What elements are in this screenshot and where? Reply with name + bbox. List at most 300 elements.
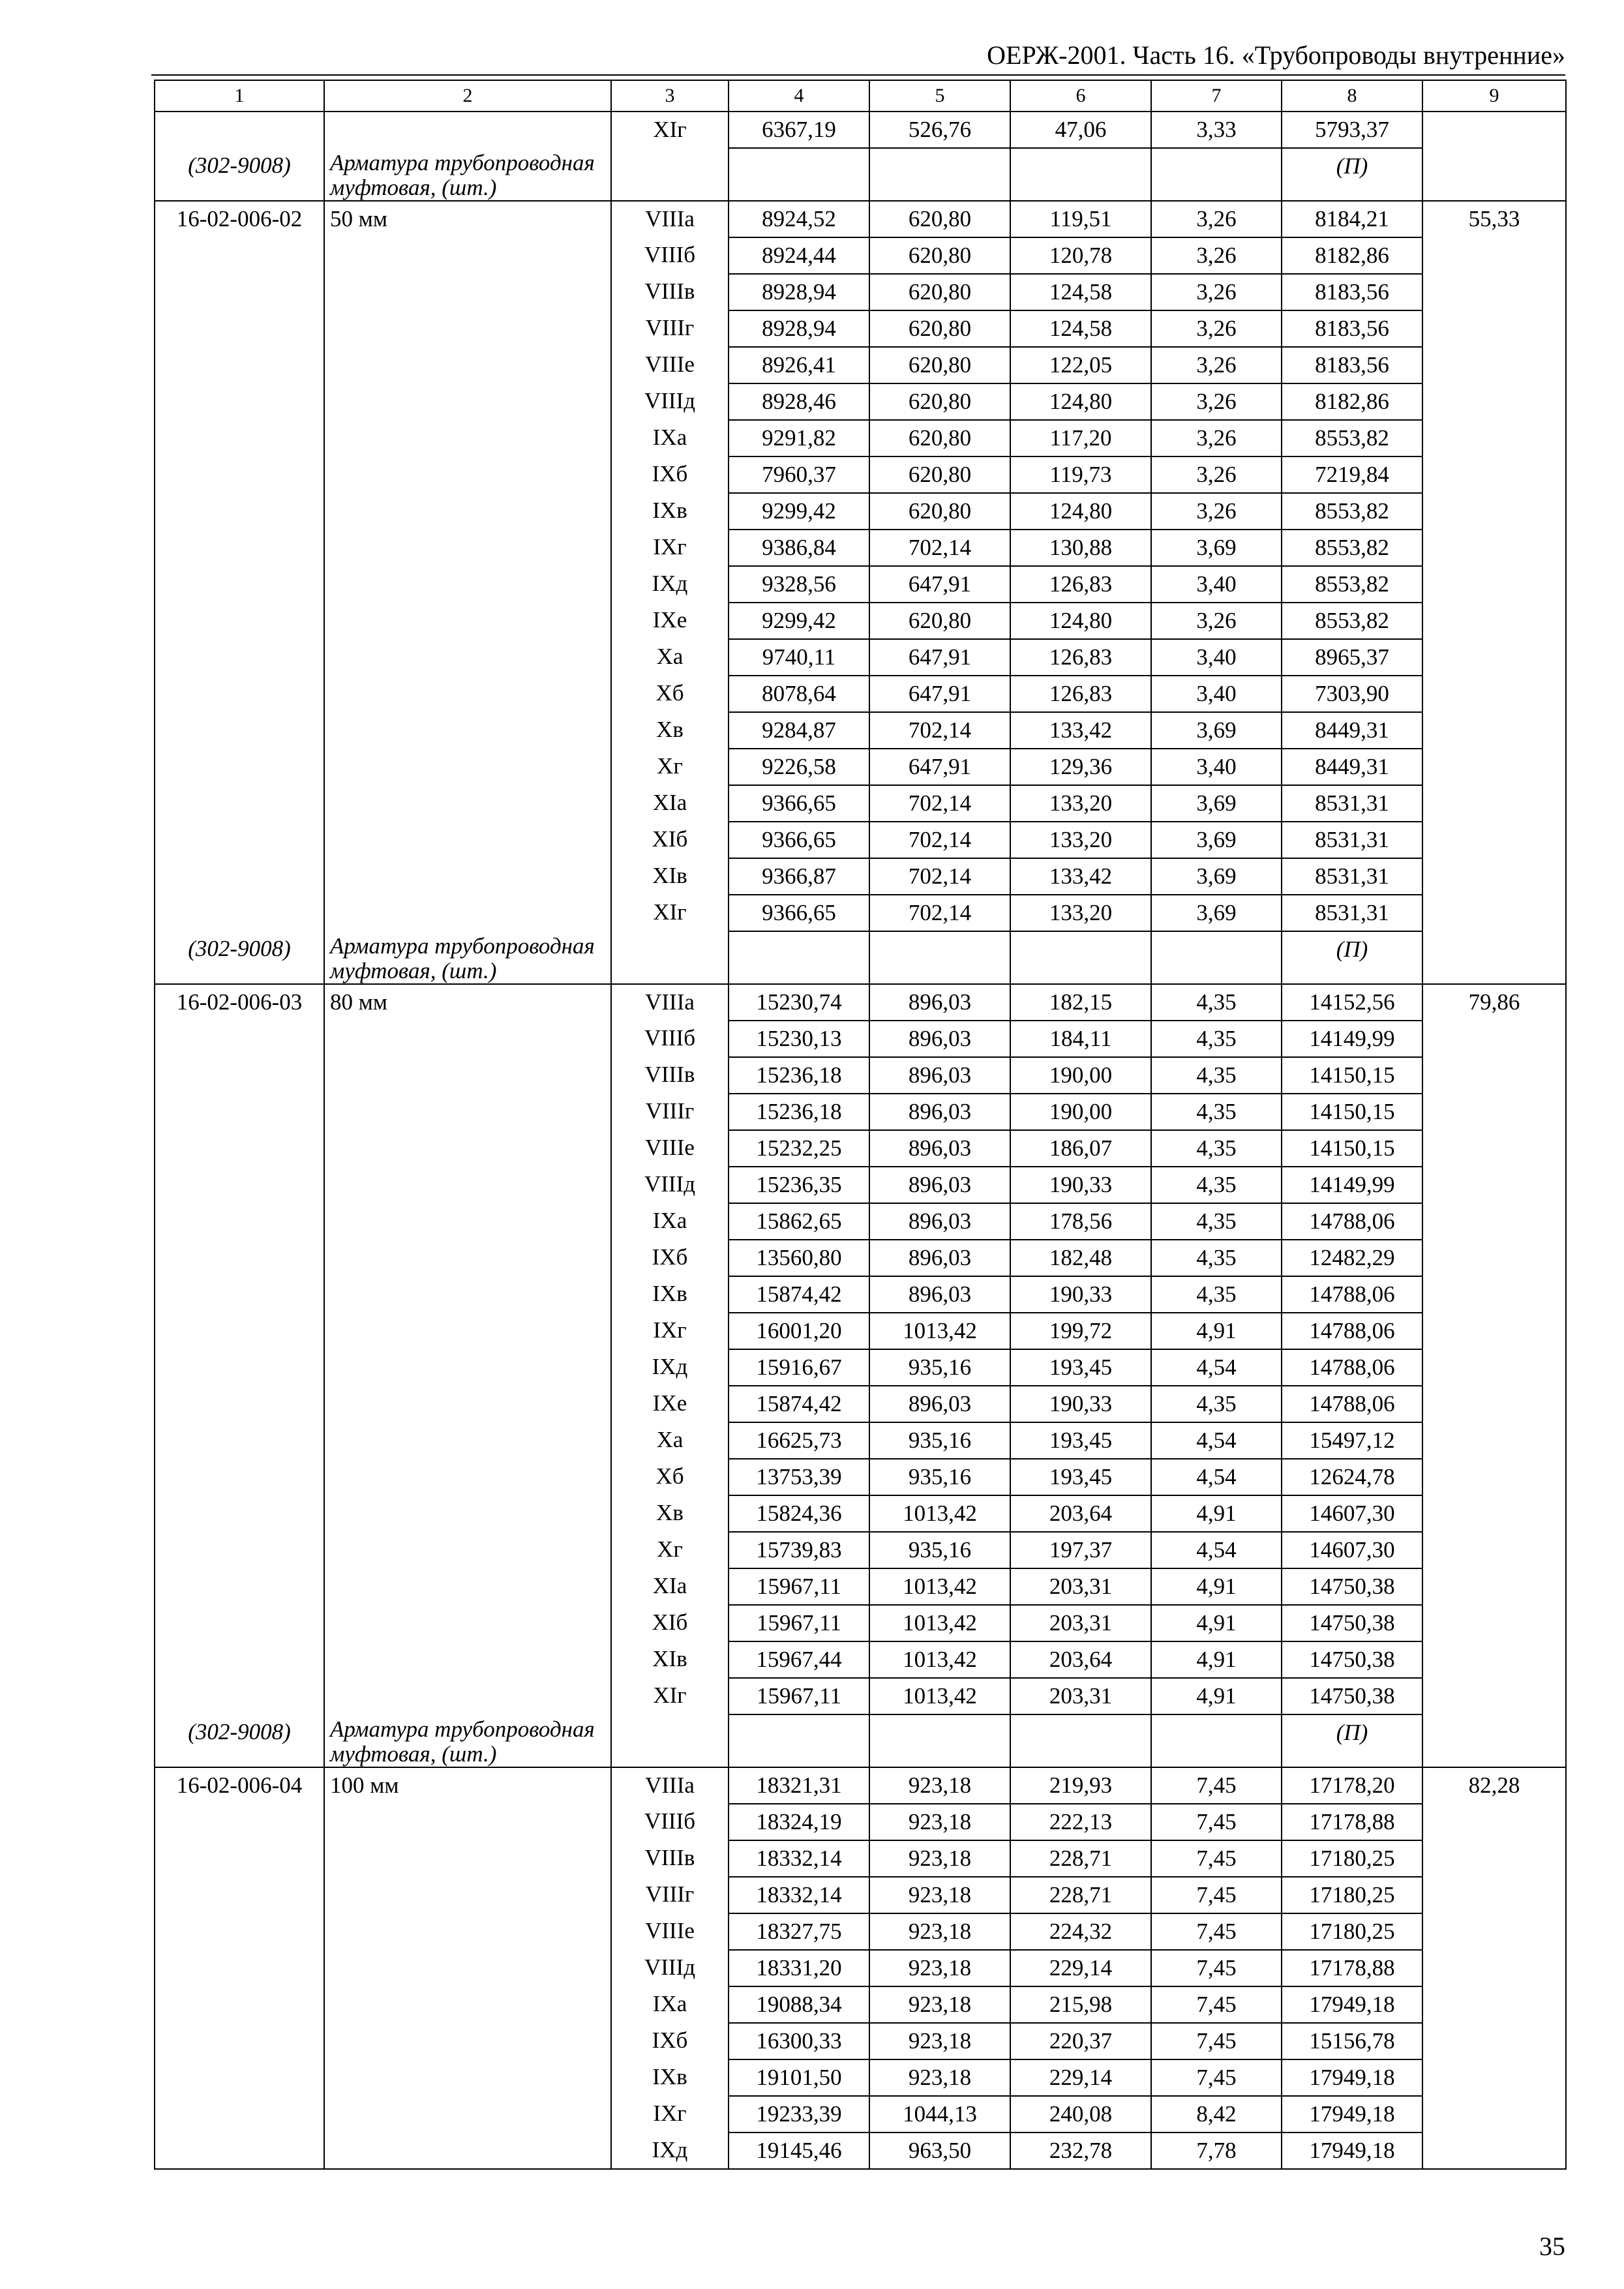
table-row: [155, 1130, 1566, 1167]
empty-cell: [729, 931, 869, 984]
value-cell-5: 620,80: [869, 383, 1010, 420]
zone-cell: VIIIг: [611, 1877, 729, 1913]
value-cell-4: 16300,33: [729, 2023, 869, 2059]
rate-code-cell: [155, 1532, 324, 1568]
value-cell-5: 620,80: [869, 237, 1010, 274]
rate-code-cell: [155, 2132, 324, 2169]
work-name-cell: [324, 639, 611, 676]
value-cell-5: 702,14: [869, 530, 1010, 566]
table-row: [155, 1276, 1566, 1313]
work-name-cell: [324, 822, 611, 858]
value-cell-8: 17949,18: [1282, 2096, 1422, 2132]
resource-mark: (П): [1336, 153, 1368, 179]
value-cell-7: 7,45: [1151, 1913, 1282, 1950]
table-row: [155, 1568, 1566, 1605]
value-cell-5: 896,03: [869, 1386, 1010, 1422]
value-cell-9: [1422, 530, 1566, 566]
value-cell-7: 3,26: [1151, 310, 1282, 347]
value-cell-8: 17180,25: [1282, 1840, 1422, 1877]
value-cell-6: 219,93: [1010, 1767, 1151, 1804]
value-cell-7: 3,40: [1151, 749, 1282, 785]
table-row: [155, 712, 1566, 749]
value-cell-9: [1422, 237, 1566, 274]
column-number: 8: [1282, 80, 1422, 112]
resource-name-cell: [324, 1714, 611, 1767]
value-cell-9: [1422, 2132, 1566, 2169]
empty-cell: [1422, 1714, 1566, 1767]
resource-mark-cell: [1282, 1714, 1422, 1767]
value-cell-7: 4,35: [1151, 1130, 1282, 1167]
rate-code-cell: [155, 274, 324, 310]
value-cell-7: 3,40: [1151, 639, 1282, 676]
value-cell-5: 702,14: [869, 785, 1010, 822]
zone-cell: IXг: [611, 2096, 729, 2132]
column-number: 1: [155, 80, 324, 112]
value-cell-6: 126,83: [1010, 566, 1151, 603]
work-name-cell: [324, 347, 611, 383]
value-cell-5: 923,18: [869, 2059, 1010, 2096]
value-cell-8: 14150,15: [1282, 1094, 1422, 1130]
value-cell-8: 8553,82: [1282, 566, 1422, 603]
work-name-cell: [324, 456, 611, 493]
value-cell-5: 896,03: [869, 1167, 1010, 1203]
table-row: [155, 1605, 1566, 1641]
zone-cell: IXг: [611, 530, 729, 566]
value-cell-5: 647,91: [869, 566, 1010, 603]
value-cell-7: 8,42: [1151, 2096, 1282, 2132]
value-cell-7: 7,45: [1151, 1986, 1282, 2023]
value-cell-7: 4,35: [1151, 1094, 1282, 1130]
value-cell-4: 7960,37: [729, 456, 869, 493]
work-name-cell: [324, 2023, 611, 2059]
resource-name-cell: [324, 931, 611, 984]
value-cell-5: 935,16: [869, 1422, 1010, 1459]
value-cell-4: 16625,73: [729, 1422, 869, 1459]
rate-code-cell: [155, 1203, 324, 1240]
value-cell-5: 620,80: [869, 347, 1010, 383]
value-cell-8: 8183,56: [1282, 347, 1422, 383]
table-row: [155, 1840, 1566, 1877]
value-cell-4: 13753,39: [729, 1459, 869, 1495]
value-cell-9: [1422, 1167, 1566, 1203]
work-name-cell: [324, 1641, 611, 1678]
value-cell-9: [1422, 1877, 1566, 1913]
zone-cell: IXв: [611, 493, 729, 530]
value-cell-7: 4,91: [1151, 1605, 1282, 1641]
value-cell-8: 14149,99: [1282, 1167, 1422, 1203]
work-name-cell: [324, 1167, 611, 1203]
work-name-cell: [324, 1276, 611, 1313]
table-row: [155, 1313, 1566, 1349]
value-cell-8: 14750,38: [1282, 1678, 1422, 1714]
value-cell-9: [1422, 1021, 1566, 1057]
value-cell-9: [1422, 1605, 1566, 1641]
resource-name-cell: [324, 148, 611, 201]
value-cell-7: 4,54: [1151, 1459, 1282, 1495]
resource-code: (302-9008): [188, 153, 291, 178]
zone-cell: IXа: [611, 1986, 729, 2023]
value-cell-7: 3,40: [1151, 676, 1282, 712]
work-name-cell: [324, 1568, 611, 1605]
zone-cell: XIв: [611, 858, 729, 895]
work-name-cell: [324, 1203, 611, 1240]
value-cell-4: 8928,94: [729, 310, 869, 347]
rate-code-cell: [155, 493, 324, 530]
value-cell-8: 8531,31: [1282, 858, 1422, 895]
resource-name: Арматура трубопроводная муфтовая, (шт.): [330, 933, 595, 983]
table-row: [155, 895, 1566, 931]
value-cell-9: [1422, 1913, 1566, 1950]
value-cell-7: 3,26: [1151, 383, 1282, 420]
value-cell-8: 17178,88: [1282, 1804, 1422, 1840]
value-cell-8: 8449,31: [1282, 749, 1422, 785]
rate-code-cell: 16-02-006-03: [155, 984, 324, 1021]
value-cell-5: 923,18: [869, 1950, 1010, 1986]
value-cell-6: 190,00: [1010, 1057, 1151, 1094]
value-cell-4: 9291,82: [729, 420, 869, 456]
value-cell-6: 203,64: [1010, 1495, 1151, 1532]
value-cell-4: 15874,42: [729, 1276, 869, 1313]
value-cell-7: 4,54: [1151, 1422, 1282, 1459]
rate-code-cell: [155, 1986, 324, 2023]
table-row: [155, 1422, 1566, 1459]
value-cell-7: 7,45: [1151, 2059, 1282, 2096]
rate-code-cell: [155, 1313, 324, 1349]
page-number: 35: [1539, 2232, 1565, 2261]
work-name-cell: [324, 1986, 611, 2023]
value-cell-4: 15874,42: [729, 1386, 869, 1422]
table-row: [155, 1986, 1566, 2023]
value-cell-6: 190,33: [1010, 1386, 1151, 1422]
value-cell-8: 14750,38: [1282, 1641, 1422, 1678]
rate-code-cell: [155, 822, 324, 858]
table-row: [155, 1767, 1566, 1804]
rate-code-cell: [155, 1641, 324, 1678]
work-name-cell: [324, 676, 611, 712]
value-cell-4: 18321,31: [729, 1767, 869, 1804]
work-name-cell: [324, 2096, 611, 2132]
value-cell-4: 15236,18: [729, 1057, 869, 1094]
value-cell-4: 8928,94: [729, 274, 869, 310]
value-cell-9: [1422, 712, 1566, 749]
value-cell-4: 15862,65: [729, 1203, 869, 1240]
value-cell-8: 17178,88: [1282, 1950, 1422, 1986]
work-name-cell: [324, 310, 611, 347]
work-name-cell: [324, 712, 611, 749]
value-cell-5: 702,14: [869, 822, 1010, 858]
value-cell-9: [1422, 1459, 1566, 1495]
work-name-cell: [324, 1313, 611, 1349]
resource-mark-cell: [1282, 931, 1422, 984]
value-cell-7: 4,91: [1151, 1641, 1282, 1678]
rate-code-cell: [155, 347, 324, 383]
table-row: [155, 1532, 1566, 1568]
value-cell-9: [1422, 456, 1566, 493]
value-cell-4: 18327,75: [729, 1913, 869, 1950]
rate-code-cell: [155, 749, 324, 785]
value-cell-7: 3,26: [1151, 237, 1282, 274]
value-cell-9: [1422, 1057, 1566, 1094]
value-cell-6: 199,72: [1010, 1313, 1151, 1349]
work-name-cell: [324, 2132, 611, 2169]
value-cell-6: 47,06: [1010, 112, 1151, 148]
value-cell-5: 1013,42: [869, 1605, 1010, 1641]
table-row: [155, 2132, 1566, 2169]
value-cell-9: [1422, 639, 1566, 676]
value-cell-5: 923,18: [869, 1804, 1010, 1840]
value-cell-9: 82,28: [1422, 1767, 1566, 1804]
value-cell-5: 620,80: [869, 201, 1010, 237]
value-cell-4: 15236,35: [729, 1167, 869, 1203]
value-cell-7: 7,45: [1151, 1877, 1282, 1913]
value-cell-8: 8553,82: [1282, 530, 1422, 566]
zone-cell: VIIIв: [611, 1057, 729, 1094]
rates-table: [154, 80, 1567, 2170]
rate-code-cell: [155, 1240, 324, 1276]
value-cell-7: 4,54: [1151, 1532, 1282, 1568]
zone-cell: VIIIе: [611, 1913, 729, 1950]
empty-cell: [1422, 931, 1566, 984]
value-cell-8: 14607,30: [1282, 1532, 1422, 1568]
value-cell-4: 15230,13: [729, 1021, 869, 1057]
work-name-cell: [324, 1349, 611, 1386]
value-cell-9: [1422, 1313, 1566, 1349]
value-cell-5: 620,80: [869, 420, 1010, 456]
table-row: [155, 2096, 1566, 2132]
work-name-cell: [324, 785, 611, 822]
work-name-cell: 80 мм: [324, 984, 611, 1021]
value-cell-4: 15967,11: [729, 1605, 869, 1641]
empty-cell: [869, 1714, 1010, 1767]
work-name-cell: 50 мм: [324, 201, 611, 237]
value-cell-9: [1422, 310, 1566, 347]
rate-code-cell: [155, 895, 324, 931]
table-row: [155, 1804, 1566, 1840]
zone-cell: VIIIв: [611, 1840, 729, 1877]
value-cell-9: 55,33: [1422, 201, 1566, 237]
empty-cell: [729, 1714, 869, 1767]
value-cell-6: 224,32: [1010, 1913, 1151, 1950]
table-row: [155, 493, 1566, 530]
rate-code-cell: [155, 1276, 324, 1313]
value-cell-6: 220,37: [1010, 2023, 1151, 2059]
value-cell-9: [1422, 1094, 1566, 1130]
work-name-cell: [324, 895, 611, 931]
work-name-cell: 100 мм: [324, 1767, 611, 1804]
table-row: [155, 749, 1566, 785]
column-number: 3: [611, 80, 729, 112]
value-cell-6: 124,58: [1010, 274, 1151, 310]
value-cell-6: 178,56: [1010, 1203, 1151, 1240]
work-name-cell: [324, 1021, 611, 1057]
resource-code: (302-9008): [188, 936, 291, 961]
value-cell-7: 3,26: [1151, 347, 1282, 383]
table-row: [155, 1459, 1566, 1495]
value-cell-5: 896,03: [869, 1240, 1010, 1276]
value-cell-4: 9328,56: [729, 566, 869, 603]
table-row: [155, 566, 1566, 603]
resource-code: (302-9008): [188, 1719, 291, 1744]
value-cell-4: 6367,19: [729, 112, 869, 148]
value-cell-6: 119,51: [1010, 201, 1151, 237]
rate-code-cell: [155, 1094, 324, 1130]
value-cell-4: 8928,46: [729, 383, 869, 420]
resource-name: Арматура трубопроводная муфтовая, (шт.): [330, 150, 595, 200]
rate-code-cell: [155, 1678, 324, 1714]
value-cell-7: 4,91: [1151, 1495, 1282, 1532]
rate-code-cell: [155, 420, 324, 456]
value-cell-6: 215,98: [1010, 1986, 1151, 2023]
table-row: [155, 530, 1566, 566]
work-name-cell: [324, 603, 611, 639]
value-cell-7: 4,91: [1151, 1313, 1282, 1349]
value-cell-9: [1422, 347, 1566, 383]
value-cell-7: 7,45: [1151, 1767, 1282, 1804]
value-cell-8: 8449,31: [1282, 712, 1422, 749]
rate-code-cell: [155, 1605, 324, 1641]
rate-code-cell: [155, 1021, 324, 1057]
value-cell-5: 896,03: [869, 1130, 1010, 1167]
value-cell-6: 240,08: [1010, 2096, 1151, 2132]
value-cell-6: 193,45: [1010, 1459, 1151, 1495]
empty-cell: [1151, 1714, 1282, 1767]
value-cell-9: [1422, 420, 1566, 456]
value-cell-8: 7219,84: [1282, 456, 1422, 493]
value-cell-5: 923,18: [869, 1767, 1010, 1804]
table-row: [155, 1240, 1566, 1276]
value-cell-9: [1422, 1276, 1566, 1313]
value-cell-4: 15230,74: [729, 984, 869, 1021]
value-cell-6: 124,80: [1010, 493, 1151, 530]
zone-cell: VIIIд: [611, 1167, 729, 1203]
rate-code-cell: [155, 1568, 324, 1605]
table-row: [155, 1021, 1566, 1057]
work-name-cell: [324, 1950, 611, 1986]
zone-cell: Xб: [611, 1459, 729, 1495]
work-name-cell: [324, 1913, 611, 1950]
zone-cell: VIIIе: [611, 347, 729, 383]
table-row: [155, 201, 1566, 237]
value-cell-9: [1422, 566, 1566, 603]
value-cell-6: 124,80: [1010, 383, 1151, 420]
value-cell-9: [1422, 383, 1566, 420]
empty-cell: [869, 931, 1010, 984]
work-name-cell: [324, 858, 611, 895]
value-cell-8: 8183,56: [1282, 274, 1422, 310]
value-cell-5: 1013,42: [869, 1495, 1010, 1532]
table-row: [155, 420, 1566, 456]
zone-cell: IXа: [611, 420, 729, 456]
value-cell-8: 14788,06: [1282, 1313, 1422, 1349]
table-body: [155, 80, 1566, 2169]
value-cell-4: 18331,20: [729, 1950, 869, 1986]
value-cell-8: 14152,56: [1282, 984, 1422, 1021]
value-cell-7: 4,35: [1151, 984, 1282, 1021]
value-cell-4: 8924,52: [729, 201, 869, 237]
rate-code-cell: [155, 1840, 324, 1877]
value-cell-7: 3,26: [1151, 420, 1282, 456]
zone-cell: Xг: [611, 749, 729, 785]
value-cell-4: 9740,11: [729, 639, 869, 676]
value-cell-5: 702,14: [869, 858, 1010, 895]
value-cell-9: [1422, 1422, 1566, 1459]
value-cell-5: 896,03: [869, 1276, 1010, 1313]
rate-code-cell: [155, 712, 324, 749]
value-cell-4: 13560,80: [729, 1240, 869, 1276]
value-cell-5: 1044,13: [869, 2096, 1010, 2132]
value-cell-4: 15824,36: [729, 1495, 869, 1532]
value-cell-6: 193,45: [1010, 1349, 1151, 1386]
zone-cell: VIIIб: [611, 1021, 729, 1057]
empty-cell: [611, 931, 729, 984]
zone-cell: XIа: [611, 785, 729, 822]
rate-code-cell: [155, 1057, 324, 1094]
value-cell-6: 228,71: [1010, 1840, 1151, 1877]
empty-cell: [1010, 1714, 1151, 1767]
work-name-cell: [324, 1422, 611, 1459]
value-cell-4: 9226,58: [729, 749, 869, 785]
resource-mark: (П): [1336, 936, 1368, 962]
value-cell-5: 923,18: [869, 1877, 1010, 1913]
value-cell-6: 129,36: [1010, 749, 1151, 785]
value-cell-4: 9366,65: [729, 895, 869, 931]
value-cell-6: 232,78: [1010, 2132, 1151, 2169]
value-cell-6: 182,15: [1010, 984, 1151, 1021]
column-number: 7: [1151, 80, 1282, 112]
table-row: [155, 1641, 1566, 1678]
rate-code-cell: 16-02-006-02: [155, 201, 324, 237]
value-cell-7: 4,35: [1151, 1167, 1282, 1203]
value-cell-4: 15967,11: [729, 1678, 869, 1714]
table-row: [155, 984, 1566, 1021]
value-cell-6: 203,64: [1010, 1641, 1151, 1678]
value-cell-4: 19233,39: [729, 2096, 869, 2132]
table-row: [155, 639, 1566, 676]
empty-cell: [611, 1714, 729, 1767]
work-name-cell: [324, 2059, 611, 2096]
value-cell-5: 620,80: [869, 456, 1010, 493]
value-cell-6: 117,20: [1010, 420, 1151, 456]
value-cell-8: 17949,18: [1282, 1986, 1422, 2023]
value-cell-5: 1013,42: [869, 1313, 1010, 1349]
rate-code-cell: [155, 1495, 324, 1532]
value-cell-4: 9366,87: [729, 858, 869, 895]
value-cell-9: [1422, 112, 1566, 148]
value-cell-4: 8924,44: [729, 237, 869, 274]
value-cell-9: [1422, 1804, 1566, 1840]
value-cell-7: 4,54: [1151, 1349, 1282, 1386]
zone-cell: XIг: [611, 112, 729, 148]
value-cell-4: 9366,65: [729, 822, 869, 858]
value-cell-4: 9299,42: [729, 493, 869, 530]
work-name-cell: [324, 420, 611, 456]
resource-row: [155, 148, 1566, 201]
value-cell-6: 197,37: [1010, 1532, 1151, 1568]
value-cell-7: 7,45: [1151, 1804, 1282, 1840]
value-cell-4: 15967,44: [729, 1641, 869, 1678]
value-cell-7: 3,69: [1151, 895, 1282, 931]
resource-mark-cell: [1282, 148, 1422, 201]
value-cell-7: 3,26: [1151, 603, 1282, 639]
rate-code-cell: [155, 676, 324, 712]
value-cell-8: 14788,06: [1282, 1203, 1422, 1240]
value-cell-6: 228,71: [1010, 1877, 1151, 1913]
value-cell-8: 17180,25: [1282, 1877, 1422, 1913]
value-cell-6: 119,73: [1010, 456, 1151, 493]
rate-code-cell: [155, 1422, 324, 1459]
value-cell-9: [1422, 822, 1566, 858]
value-cell-5: 702,14: [869, 895, 1010, 931]
